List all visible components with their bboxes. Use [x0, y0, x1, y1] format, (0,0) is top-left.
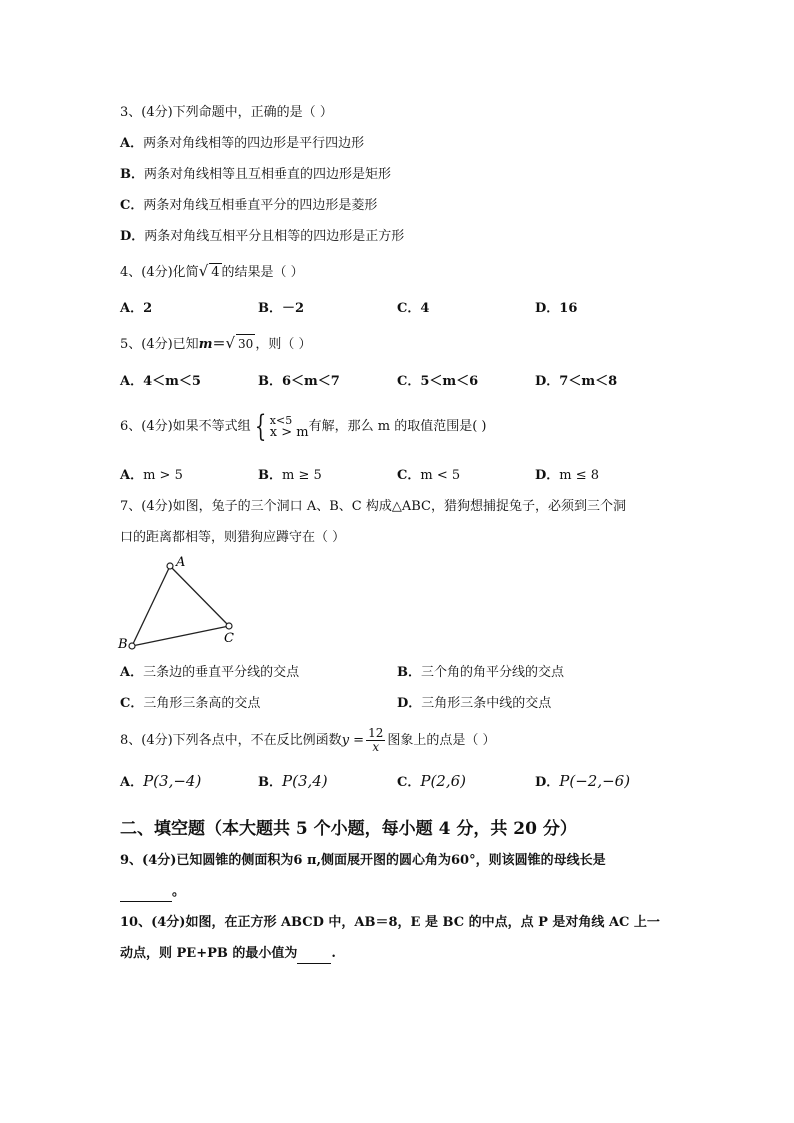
q3-option-a: A．两条对角线相等的四边形是平行四边形: [120, 136, 365, 151]
q5-option-c: C．5＜m＜6: [397, 374, 479, 389]
q6-stem: 6、(4分)如果不等式组 { x<5 x > m 有解，那么 m 的取值范围是( ): [120, 408, 487, 444]
q8-option-b: B．P(3,4): [258, 772, 328, 790]
q8-option-d: D．P(−2,−6): [535, 772, 631, 790]
q6-option-b: B．m ≥ 5: [258, 468, 322, 483]
vertex-label-b: B: [118, 637, 128, 652]
q6-option-c: C．m < 5: [397, 468, 461, 483]
vertex-label-c: C: [224, 631, 234, 646]
triangle-figure: [112, 552, 252, 652]
q5-option-d: D．7＜m＜8: [535, 374, 618, 389]
fraction-12-over-x: $\frac{12}{x}$: [368, 726, 384, 754]
q6-option-d: D．m ≤ 8: [535, 468, 600, 483]
radical-sign: √: [225, 334, 236, 352]
q10-stem-line2: 动点，则 PE+PB 的最小值为 .: [120, 945, 336, 964]
q4-option-d: D．16: [535, 301, 578, 316]
q5-option-a: A．4＜m＜5: [120, 374, 201, 389]
q4-option-a: A．2: [120, 301, 153, 316]
vertex-label-a: A: [176, 555, 186, 570]
q7-option-c: C．三角形三条高的交点: [120, 696, 261, 711]
q3-option-b: B．两条对角线相等且互相垂直的四边形是矩形: [120, 167, 392, 182]
q7-stem-line2: 口的距离都相等，则猎狗应蹲守在（ ）: [120, 530, 346, 545]
q9-stem: 9、(4分)已知圆锥的侧面积为6 π,侧面展开图的圆心角为60°，则该圆锥的母线长是: [120, 853, 606, 868]
q5-stem: 5、(4分)已知m＝√ 30 ，则（ ）: [120, 334, 312, 352]
brace-symbol: {: [254, 408, 266, 444]
q3-stem: 3、(4分)下列命题中，正确的是（ ）: [120, 105, 333, 120]
q4-stem: 4、(4分)化简√ 4 的结果是（ ）: [120, 262, 304, 280]
q8-stem: 8、(4分)下列各点中，不在反比例函数y = $\frac{12}{x}$ 图象上的点是（ ）: [120, 726, 496, 754]
q6-option-a: A．m > 5: [120, 468, 183, 483]
q9-answer-blank: 。: [120, 883, 185, 902]
q5-option-b: B．6＜m＜7: [258, 374, 340, 389]
q7-stem-line1: 7、(4分)如图，兔子的三个洞口 A、B、C 构成△ABC，猎狗想捕捉兔子，必须到三个洞: [120, 499, 626, 514]
q7-option-d: D．三角形三条中线的交点: [397, 696, 552, 711]
q7-option-b: B．三个角的角平分线的交点: [397, 665, 565, 680]
radical-sign: √: [198, 262, 209, 280]
q3-option-c: C．两条对角线互相垂直平分的四边形是菱形: [120, 198, 378, 213]
inequality-system: x<5 x > m: [269, 413, 309, 440]
q8-option-a: A．P(3,−4): [120, 772, 202, 790]
q5-radicand: 30: [236, 334, 255, 353]
q7-option-a: A．三条边的垂直平分线的交点: [120, 665, 300, 680]
q4-option-c: C．4: [397, 301, 430, 316]
section-heading: 二、填空题（本大题共 5 个小题，每小题 4 分，共 20 分）: [120, 819, 577, 839]
q4-radicand: 4: [211, 265, 220, 280]
q4-option-b: B．－2: [258, 301, 305, 316]
q8-option-c: C．P(2,6): [397, 772, 467, 790]
q10-stem-line1: 10、(4分)如图，在正方形 ABCD 中，AB＝8，E 是 BC 的中点，点 P 是对角线 AC 上一: [120, 915, 660, 930]
q3-option-d: D．两条对角线互相平分且相等的四边形是正方形: [120, 229, 405, 244]
